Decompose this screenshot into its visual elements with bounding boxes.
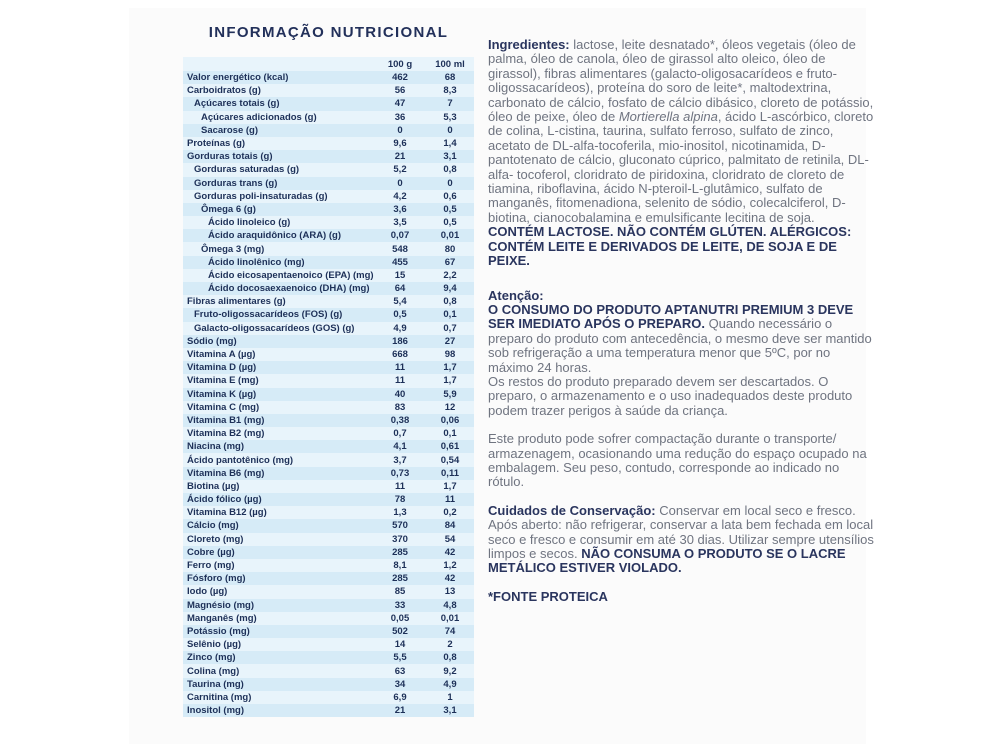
table-row <box>183 322 474 335</box>
value-100g: 8,1 <box>393 560 407 572</box>
table-row <box>183 519 474 532</box>
nutrient-label: Ácido docosaexaenoico (DHA) (mg) <box>208 283 370 295</box>
table-row <box>183 229 474 242</box>
nutrient-label: Zinco (mg) <box>187 652 236 664</box>
nutrient-label: Proteínas (g) <box>187 138 246 150</box>
value-100ml: 9,4 <box>443 283 457 295</box>
value-100ml: 3,1 <box>443 151 457 163</box>
value-100ml: 13 <box>444 586 456 598</box>
table-row <box>183 308 474 321</box>
nutrient-label: Sacarose (g) <box>201 124 259 136</box>
nutrient-label: Cobre (µg) <box>187 546 235 558</box>
table-row <box>183 242 474 255</box>
table-row <box>183 335 474 348</box>
table-header-row <box>183 57 474 71</box>
value-100ml: 0,5 <box>443 203 457 215</box>
text-run-bold: NÃO CONSUMA O PRODUTO SE O LACRE METÁLICO ESTIVER VIOLADO. <box>488 546 846 576</box>
nutrient-label: Ácido linolênico (mg) <box>208 256 305 268</box>
value-100g: 33 <box>394 599 406 611</box>
value-100g: 6,9 <box>393 691 407 703</box>
nutrient-label: Fruto-oligossacarídeos (FOS) (g) <box>194 309 343 321</box>
value-100g: 0,73 <box>390 467 410 479</box>
paragraph-restos <box>488 375 874 418</box>
paragraph-compactacao <box>488 432 874 490</box>
table-row <box>183 282 474 295</box>
table-row <box>183 137 474 150</box>
value-100g: 21 <box>394 151 406 163</box>
text-run-bold: *FONTE PROTEICA <box>488 588 608 604</box>
column-header-100ml: 100 ml <box>435 58 465 70</box>
nutrient-label: Colina (mg) <box>187 665 240 677</box>
table-row <box>183 427 474 440</box>
value-100ml: 2,2 <box>443 269 457 281</box>
value-100ml: 1,7 <box>443 480 457 492</box>
value-100ml: 0,6 <box>443 190 457 202</box>
table-row <box>183 546 474 559</box>
table-row <box>183 638 474 651</box>
text-run-italic: Mortierella alpina <box>618 109 718 125</box>
value-100g: 47 <box>394 98 406 110</box>
value-100g: 285 <box>392 546 408 558</box>
value-100g: 285 <box>392 573 408 585</box>
value-100g: 455 <box>392 256 408 268</box>
value-100ml: 5,3 <box>443 111 457 123</box>
value-100g: 3,6 <box>393 203 407 215</box>
value-100g: 570 <box>392 520 408 532</box>
nutrient-label: Açúcares totais (g) <box>194 98 280 110</box>
table-row <box>183 374 474 387</box>
nutrient-label: Gorduras saturadas (g) <box>194 164 300 176</box>
table-row <box>183 453 474 466</box>
nutrient-label: Taurina (mg) <box>187 678 244 690</box>
nutrient-label: Vitamina K (µg) <box>187 388 257 400</box>
nutrient-label: Magnésio (mg) <box>187 599 255 611</box>
nutrient-label: Ômega 3 (mg) <box>201 243 265 255</box>
nutrient-label: Ácido linoleico (g) <box>208 217 291 229</box>
value-100g: 64 <box>394 283 406 295</box>
value-100g: 3,5 <box>393 217 407 229</box>
value-100ml: 27 <box>444 335 456 347</box>
table-row <box>183 401 474 414</box>
value-100ml: 0,8 <box>443 164 457 176</box>
value-100g: 0,07 <box>390 230 410 242</box>
table-row <box>183 388 474 401</box>
value-100ml: 67 <box>444 256 456 268</box>
nutrient-label: Vitamina A (µg) <box>187 349 256 361</box>
table-row <box>183 97 474 110</box>
value-100g: 83 <box>394 401 406 413</box>
table-row <box>183 678 474 691</box>
value-100g: 548 <box>392 243 408 255</box>
text-run-bold: Ingredientes: <box>488 37 574 52</box>
table-row <box>183 691 474 704</box>
text-run-bold: Cuidados de Conservação: <box>488 502 660 518</box>
text-run-normal: Quando necessário o preparo do produto com antecedência, o mesmo deve ser mantido sob refrigeração a uma temperatura menor que 5ºC, por no máximo 24 horas. <box>488 316 872 375</box>
value-100g: 4,9 <box>393 322 407 334</box>
table-row <box>183 506 474 519</box>
table-row <box>183 190 474 203</box>
nutrient-label: Gorduras totais (g) <box>187 151 273 163</box>
table-row <box>183 216 474 229</box>
label-text-column <box>488 38 874 604</box>
value-100ml: 74 <box>444 625 456 637</box>
value-100ml: 0,1 <box>443 428 457 440</box>
nutrient-label: Vitamina D (µg) <box>187 362 257 374</box>
value-100ml: 0 <box>447 124 453 136</box>
text-run-normal: Conservar em local seco e fresco. Após aberto: não refrigerar, conservar a lata bem fechada em local seco e fresco e consumir em até 30 dias. Utilizar sempre utensílios limpos e secos. <box>488 502 874 561</box>
paragraph-atencao-body <box>488 303 874 375</box>
table-row <box>183 124 474 137</box>
value-100ml: 0,01 <box>440 230 460 242</box>
table-row <box>183 150 474 163</box>
nutrient-label: Vitamina B1 (mg) <box>187 414 265 426</box>
value-100g: 4,1 <box>393 441 407 453</box>
nutrient-label: Ômega 6 (g) <box>201 203 256 215</box>
value-100ml: 0,61 <box>440 441 460 453</box>
table-row <box>183 612 474 625</box>
nutrient-label: Ferro (mg) <box>187 560 235 572</box>
value-100ml: 0,8 <box>443 296 457 308</box>
nutrient-label: Cloreto (mg) <box>187 533 244 545</box>
value-100g: 0,5 <box>393 309 407 321</box>
nutrient-label: Açúcares adicionados (g) <box>201 111 317 123</box>
nutrient-label: Cálcio (mg) <box>187 520 239 532</box>
nutrient-label: Biotina (µg) <box>187 480 240 492</box>
nutrient-label: Niacina (mg) <box>187 441 245 453</box>
text-run-bold: O CONSUMO DO PRODUTO APTANUTRI PREMIUM 3 DEVE SER IMEDIATO APÓS O PREPARO. <box>488 301 854 332</box>
nutrient-label: Iodo (µg) <box>187 586 228 598</box>
table-row <box>183 256 474 269</box>
value-100g: 9,6 <box>393 138 407 150</box>
table-row <box>183 203 474 216</box>
value-100g: 56 <box>394 85 406 97</box>
value-100g: 21 <box>394 705 406 717</box>
value-100ml: 8,3 <box>443 85 457 97</box>
value-100g: 85 <box>394 586 406 598</box>
table-row <box>183 467 474 480</box>
nutrient-label: Fósforo (mg) <box>187 573 246 585</box>
value-100g: 668 <box>392 349 408 361</box>
table-row <box>183 71 474 84</box>
value-100g: 3,7 <box>393 454 407 466</box>
paragraph-atencao-title <box>488 289 874 303</box>
column-header-100g: 100 g <box>387 58 413 70</box>
text-run-bold: Atenção: <box>488 287 544 303</box>
text-run-normal: , ácido L-ascórbico, cloreto de colina, L-cistina, taurina, sulfato ferroso, sulfato de zinco, acetato de DL-alfa-tocoferila, mio-inositol, nicotinamida, D-pantotenato de cálcio, gluconato cúprico, palmitato de retinila, DL-alfa- tocoferol, cloridrato de piridoxina, cloridrato de cloreto de tiamina, riboflavina, ácido N-pteroil-L-glutâmico, sulfato de manganês, fitomenadiona, selenito de sódio, colecalciferol, D-biotina, cianocobalamina e emulsificante lecitina de soja. <box>488 109 874 225</box>
value-100g: 11 <box>394 362 406 374</box>
table-row <box>183 440 474 453</box>
value-100ml: 1,7 <box>443 375 457 387</box>
value-100g: 0,38 <box>390 414 410 426</box>
value-100ml: 7 <box>447 98 453 110</box>
value-100ml: 11 <box>444 494 456 506</box>
value-100ml: 1 <box>447 691 453 703</box>
text-run-normal: Os restos do produto preparado devem ser descartados. O preparo, o armazenamento e o uso inadequados deste produto podem trazer perigos à saúde da criança. <box>488 373 853 418</box>
table-row <box>183 414 474 427</box>
value-100g: 462 <box>392 72 408 84</box>
value-100ml: 3,1 <box>443 705 457 717</box>
table-body <box>183 71 474 717</box>
text-run-bold: CONTÉM LACTOSE. NÃO CONTÉM GLÚTEN. ALÉRGICOS: CONTÉM LEITE E DERIVADOS DE LEITE, DE SOJA E DE PEIXE. <box>488 224 852 269</box>
value-100ml: 5,9 <box>443 388 457 400</box>
value-100ml: 0,54 <box>440 454 460 466</box>
nutrient-label: Vitamina B6 (mg) <box>187 467 265 479</box>
product-label-photo <box>129 8 874 744</box>
nutrient-label: Fibras alimentares (g) <box>187 296 286 308</box>
nutrient-label: Ácido fólico (µg) <box>187 494 262 506</box>
value-100ml: 4,8 <box>443 599 457 611</box>
nutrition-table <box>183 57 474 717</box>
table-row <box>183 651 474 664</box>
table-row <box>183 295 474 308</box>
value-100ml: 0,06 <box>440 414 460 426</box>
nutrient-label: Ácido pantotênico (mg) <box>187 454 294 466</box>
value-100g: 15 <box>394 269 406 281</box>
table-row <box>183 269 474 282</box>
value-100g: 36 <box>394 111 406 123</box>
value-100g: 11 <box>394 375 406 387</box>
table-row <box>183 559 474 572</box>
paragraph-conservacao <box>488 504 874 576</box>
table-row <box>183 480 474 493</box>
table-row <box>183 572 474 585</box>
value-100g: 5,4 <box>393 296 407 308</box>
nutrient-label: Galacto-oligossacarídeos (GOS) (g) <box>194 322 355 334</box>
value-100ml: 42 <box>444 546 456 558</box>
nutrient-label: Vitamina E (mg) <box>187 375 259 387</box>
table-row <box>183 704 474 717</box>
value-100g: 5,2 <box>393 164 407 176</box>
value-100ml: 54 <box>444 533 456 545</box>
value-100g: 0,7 <box>393 428 407 440</box>
nutrient-label: Carboidratos (g) <box>187 85 261 97</box>
value-100g: 186 <box>392 335 408 347</box>
nutrient-label: Manganês (mg) <box>187 612 257 624</box>
table-row <box>183 348 474 361</box>
table-row <box>183 625 474 638</box>
value-100g: 502 <box>392 625 408 637</box>
value-100g: 78 <box>394 494 406 506</box>
value-100ml: 0,11 <box>441 467 459 479</box>
nutrient-label: Potássio (mg) <box>187 625 250 637</box>
table-row <box>183 493 474 506</box>
value-100g: 370 <box>392 533 408 545</box>
nutrient-label: Gorduras poli-insaturadas (g) <box>194 190 328 202</box>
value-100ml: 0,2 <box>443 507 457 519</box>
value-100ml: 9,2 <box>443 665 457 677</box>
table-row <box>183 177 474 190</box>
paragraph-ingredientes <box>488 38 874 269</box>
value-100g: 1,3 <box>393 507 407 519</box>
value-100g: 14 <box>394 639 406 651</box>
value-100g: 4,2 <box>393 190 407 202</box>
value-100ml: 84 <box>444 520 456 532</box>
value-100g: 11 <box>394 480 406 492</box>
nutrient-label: Valor energético (kcal) <box>187 72 289 84</box>
text-run-normal: Este produto pode sofrer compactação durante o transporte/ armazenagem, ocasionando uma redução do espaço ocupado na embalagem. Seu peso, contudo, corresponde ao indicado no rótulo. <box>488 431 867 490</box>
value-100ml: 0,5 <box>443 217 457 229</box>
value-100ml: 0,1 <box>443 309 457 321</box>
nutrient-label: Carnitina (mg) <box>187 691 252 703</box>
value-100g: 5,5 <box>393 652 407 664</box>
table-row <box>183 361 474 374</box>
nutrient-label: Inositol (mg) <box>187 705 244 717</box>
nutrient-label: Ácido araquidônico (ARA) (g) <box>208 230 341 242</box>
value-100ml: 1,2 <box>443 560 457 572</box>
nutrient-label: Gorduras trans (g) <box>194 177 278 189</box>
table-row <box>183 533 474 546</box>
value-100ml: 0,8 <box>443 652 457 664</box>
table-row <box>183 585 474 598</box>
value-100g: 63 <box>394 665 406 677</box>
value-100ml: 2 <box>447 639 453 651</box>
value-100g: 0,05 <box>390 612 410 624</box>
value-100g: 0 <box>397 124 403 136</box>
table-row <box>183 84 474 97</box>
value-100ml: 1,4 <box>443 138 457 150</box>
value-100ml: 80 <box>444 243 456 255</box>
nutrient-label: Selênio (µg) <box>187 639 242 651</box>
nutrition-table-title: INFORMAÇÃO NUTRICIONAL <box>208 24 449 41</box>
paragraph-fonte <box>488 590 874 604</box>
value-100ml: 0,7 <box>443 322 457 334</box>
value-100ml: 0,01 <box>440 612 460 624</box>
nutrient-label: Vitamina B2 (mg) <box>187 428 265 440</box>
value-100ml: 42 <box>444 573 456 585</box>
nutrient-label: Vitamina B12 (µg) <box>187 507 267 519</box>
value-100ml: 0 <box>447 177 453 189</box>
value-100ml: 98 <box>444 349 456 361</box>
value-100ml: 4,9 <box>443 678 457 690</box>
value-100g: 34 <box>394 678 406 690</box>
value-100g: 0 <box>397 177 403 189</box>
nutrient-label: Sódio (mg) <box>187 335 237 347</box>
table-row <box>183 599 474 612</box>
table-row <box>183 664 474 677</box>
nutrient-label: Vitamina C (mg) <box>187 401 260 413</box>
value-100ml: 68 <box>444 72 456 84</box>
value-100ml: 1,7 <box>443 362 457 374</box>
table-row <box>183 163 474 176</box>
table-row <box>183 111 474 124</box>
value-100ml: 12 <box>444 401 456 413</box>
nutrient-label: Ácido eicosapentaenoico (EPA) (mg) <box>208 269 374 281</box>
value-100g: 40 <box>394 388 406 400</box>
text-run-normal: lactose, leite desnatado*, óleos vegetais (óleo de palma, óleo de canola, óleo de girassol alto oleico, óleo de girassol), fibras alimentares (galacto-oligosacarídeos e fruto-oligossacarídeos), proteína do soro de leite*, maltodextrina, carbonato de cálcio, fosfato de cálcio dibásico, cloreto de potássio, óleo de peixe, óleo de <box>488 37 874 125</box>
